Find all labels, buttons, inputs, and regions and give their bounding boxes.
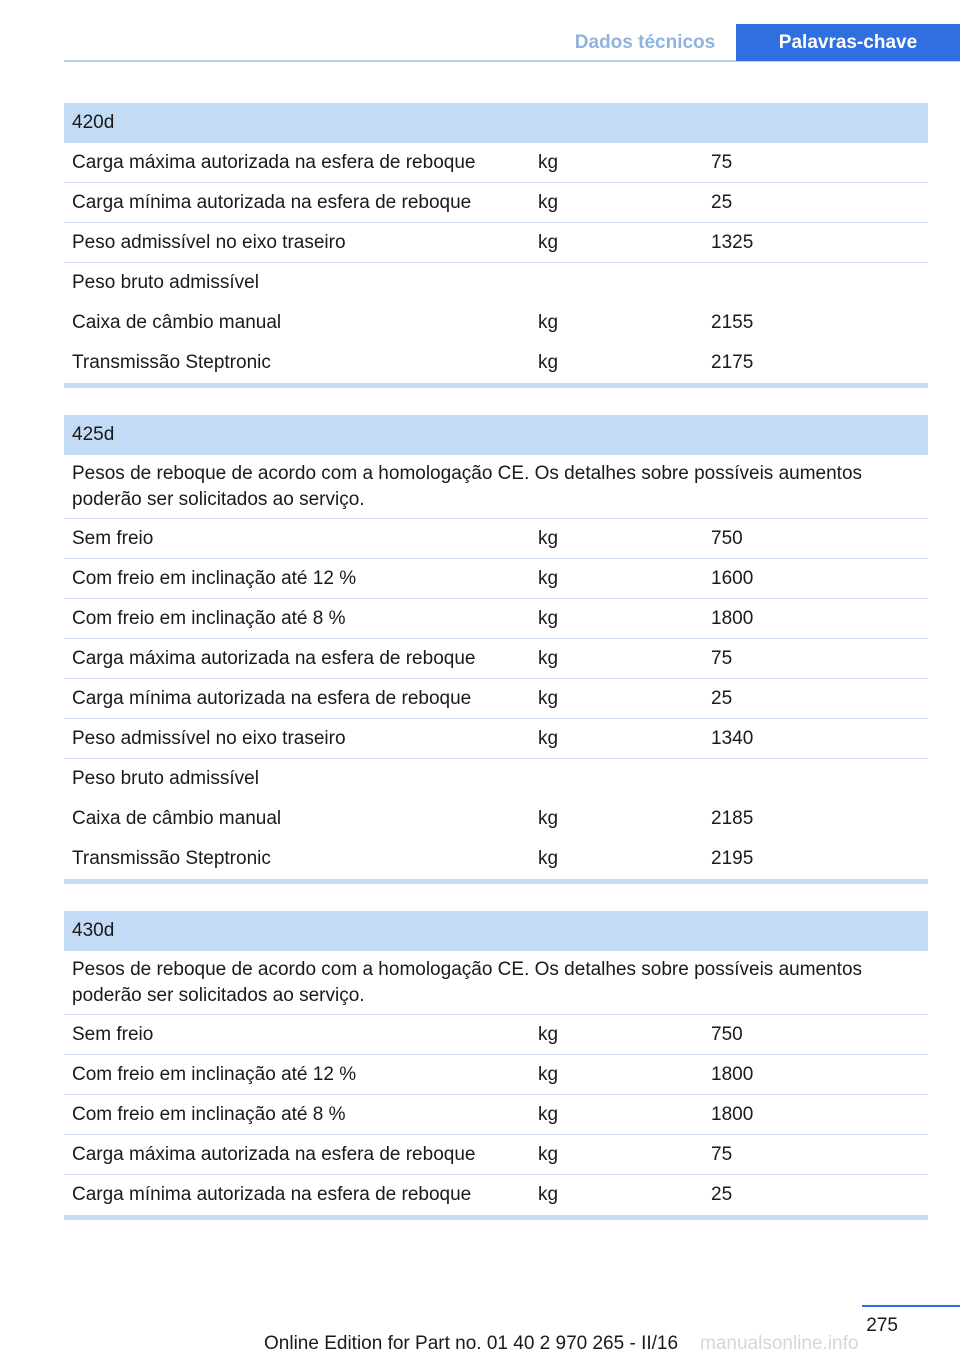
table-row: Com freio em inclinação até 12 % kg 1800 — [64, 1055, 928, 1095]
table-row: Carga mínima autorizada na esfera de reboque kg 25 — [64, 679, 928, 719]
footer-divider — [862, 1305, 960, 1307]
table-row: Peso bruto admissível — [72, 272, 259, 293]
table-bottom-rule — [64, 383, 928, 388]
spec-table-420d — [64, 103, 928, 388]
table-row: Carga máxima autorizada na esfera de reboque kg 75 — [64, 143, 928, 183]
table-row: Com freio em inclinação até 12 % kg 1600 — [64, 559, 928, 599]
table-row: Carga mínima autorizada na esfera de reboque kg 25 — [64, 183, 928, 223]
table-note: Pesos de reboque de acordo com a homologação CE. Os detalhes sobre possíveis aumentos poderão ser solicitados ao serviço. — [64, 455, 928, 519]
table-model-heading: 430d — [64, 911, 928, 951]
table-bottom-rule — [64, 1215, 928, 1220]
table-row: Caixa de câmbio manual kg 2185 — [72, 808, 754, 829]
spec-table-425d — [64, 415, 928, 884]
table-row: Sem freio kg 750 — [64, 1015, 928, 1055]
table-bottom-rule — [64, 879, 928, 884]
table-row: Com freio em inclinação até 8 % kg 1800 — [64, 1095, 928, 1135]
table-row: Peso bruto admissível — [72, 768, 259, 789]
table-row: Transmissão Steptronic kg 2175 — [72, 352, 754, 373]
spec-table-430d — [64, 911, 928, 1220]
table-row: Peso admissível no eixo traseiro kg 1325 — [64, 223, 928, 263]
table-row: Carga máxima autorizada na esfera de reboque kg 75 — [64, 1135, 928, 1175]
watermark-text: manualsonline.info — [700, 1333, 859, 1354]
table-row: Carga mínima autorizada na esfera de reboque kg 25 — [72, 1184, 733, 1205]
page-number: 275 — [866, 1315, 898, 1336]
table-row: Peso admissível no eixo traseiro kg 1340 — [64, 719, 928, 759]
table-model-heading: 420d — [64, 103, 928, 143]
table-row: Transmissão Steptronic kg 2195 — [72, 848, 754, 869]
tab-palavras-chave[interactable]: Palavras-chave — [736, 24, 960, 61]
table-row: Com freio em inclinação até 8 % kg 1800 — [64, 599, 928, 639]
table-row: Caixa de câmbio manual kg 2155 — [72, 312, 754, 333]
table-row: Carga máxima autorizada na esfera de reboque kg 75 — [64, 639, 928, 679]
table-note: Pesos de reboque de acordo com a homologação CE. Os detalhes sobre possíveis aumentos poderão ser solicitados ao serviço. — [64, 951, 928, 1015]
table-row: Sem freio kg 750 — [64, 519, 928, 559]
tab-dados-tecnicos[interactable]: Dados técnicos — [574, 31, 716, 53]
edition-note: Online Edition for Part no. 01 40 2 970 265 - II/16 — [264, 1333, 679, 1354]
table-model-heading: 425d — [64, 415, 928, 455]
